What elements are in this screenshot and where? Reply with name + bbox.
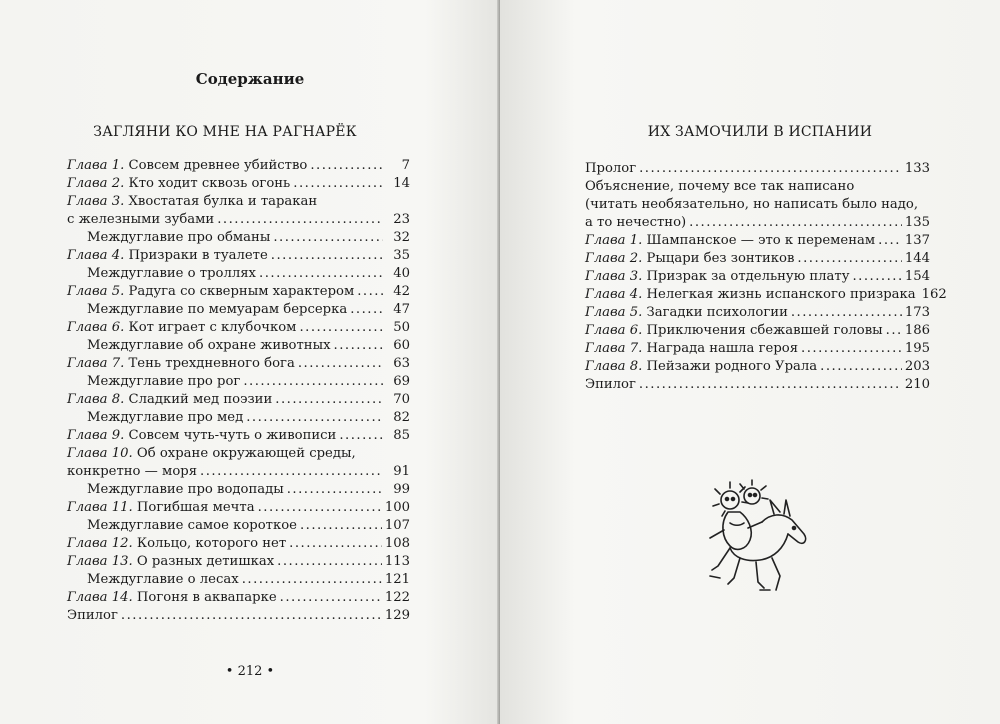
toc-entry[interactable] — [67, 391, 410, 409]
toc-entry-line — [585, 196, 930, 214]
chapter-label: Глава 13. — [67, 554, 133, 569]
toc-entry-title: Эпилог — [67, 608, 118, 623]
toc-page-number: 122 — [384, 590, 410, 605]
toc-entry-line — [585, 178, 930, 196]
dot-leader — [300, 517, 382, 535]
toc-entry[interactable] — [67, 355, 410, 373]
chapter-label: Глава 4. — [67, 248, 125, 263]
toc-entry-title: Приключения сбежавшей головы — [646, 323, 883, 338]
toc-entry-line — [67, 445, 410, 463]
toc-page-number: 35 — [393, 248, 410, 263]
dot-leader — [357, 283, 383, 301]
dot-leader — [791, 304, 902, 322]
toc-page-number: 186 — [904, 323, 930, 338]
dot-leader — [243, 373, 383, 391]
toc-entry[interactable] — [67, 157, 410, 175]
dot-leader — [293, 175, 383, 193]
dot-leader — [298, 355, 383, 373]
toc-entry[interactable] — [585, 286, 947, 304]
dot-leader — [121, 607, 382, 625]
toc-page-number: 210 — [904, 377, 930, 392]
toc-entry-title: Междуглавие по мемуарам берсерка — [87, 302, 348, 317]
toc-entry-title: Шампанское — это к переменам — [646, 233, 876, 248]
toc-entry[interactable] — [67, 373, 410, 391]
chapter-label: Глава 9. — [67, 428, 125, 443]
toc-entry[interactable] — [585, 322, 930, 340]
chapter-label: Глава 3. — [585, 269, 643, 284]
toc-entry-title: Междуглавие про водопады — [87, 482, 284, 497]
dot-leader — [852, 268, 901, 286]
section-title-spain: ИХ ЗАМОЧИЛИ В ИСПАНИИ — [647, 124, 873, 140]
dot-leader — [878, 232, 902, 250]
toc-page-number: 121 — [384, 572, 410, 587]
toc-entry[interactable] — [585, 214, 930, 232]
chapter-label: Глава 6. — [67, 320, 125, 335]
page-number: • 212 • — [225, 664, 275, 679]
chapter-label: Глава 6. — [585, 323, 643, 338]
toc-entry[interactable] — [67, 535, 410, 553]
toc-entry[interactable] — [67, 499, 410, 517]
dot-leader — [275, 391, 383, 409]
toc-page-number: 173 — [904, 305, 930, 320]
toc-entry-title: Междуглавие про рог — [87, 374, 241, 389]
toc-entry-title: Призрак за отдельную плату — [646, 269, 850, 284]
toc-entry[interactable] — [67, 319, 410, 337]
toc-entry[interactable] — [67, 517, 410, 535]
dot-leader — [886, 322, 902, 340]
dot-leader — [271, 247, 383, 265]
toc-entry-title: Междуглавие про мед — [87, 410, 244, 425]
toc-entry[interactable] — [67, 409, 410, 427]
contents-heading: Содержание — [195, 70, 305, 88]
dot-leader — [258, 499, 382, 517]
knight-donkey-illustration — [700, 478, 830, 608]
toc-entry[interactable] — [585, 160, 930, 178]
toc-entry[interactable] — [585, 304, 930, 322]
toc-entry[interactable] — [67, 553, 410, 571]
toc-page-number: 133 — [904, 161, 930, 176]
toc-entry[interactable] — [585, 250, 930, 268]
toc-page-number: 154 — [904, 269, 930, 284]
toc-entry[interactable] — [585, 376, 930, 394]
toc-entry-text: Хвостатая булка и таракан — [128, 194, 318, 209]
chapter-label: Глава 2. — [67, 176, 125, 191]
toc-entry[interactable] — [67, 607, 410, 625]
toc-entry-title: Тень трехдневного бога — [128, 356, 295, 371]
toc-entry-title: Междуглавие про обманы — [87, 230, 271, 245]
toc-entry-title: Кот играет с клубочком — [128, 320, 297, 335]
chapter-label: Глава 8. — [585, 359, 643, 374]
toc-page-number: 85 — [393, 428, 410, 443]
toc-page-number: 70 — [393, 392, 410, 407]
toc-page-number: 195 — [904, 341, 930, 356]
toc-entry-title: Кто ходит сквозь огонь — [128, 176, 291, 191]
toc-entry-title: с железными зубами — [67, 212, 215, 227]
chapter-label: Глава 7. — [67, 356, 125, 371]
toc-entry[interactable] — [67, 589, 410, 607]
toc-entry-text: Об охране окружающей среды, — [136, 446, 356, 461]
chapter-label: Глава 5. — [67, 284, 125, 299]
toc-entry-title: а то нечестно) — [585, 215, 687, 230]
toc-entry-text: Объяснение, почему все так написано — [585, 179, 855, 194]
chapter-label: Глава 11. — [67, 500, 133, 515]
dot-leader — [289, 535, 382, 553]
toc-entry-title: Погибшая мечта — [136, 500, 255, 515]
dot-leader — [217, 211, 383, 229]
toc-entry[interactable] — [585, 358, 930, 376]
dot-leader — [639, 160, 902, 178]
chapter-label: Глава 14. — [67, 590, 133, 605]
chapter-label: Глава 3. — [67, 194, 125, 209]
right-toc-list — [585, 160, 947, 394]
toc-entry-title: Междуглавие об охране животных — [87, 338, 331, 353]
toc-page-number: 108 — [384, 536, 410, 551]
toc-entry-title: Награда нашла героя — [646, 341, 799, 356]
toc-entry-title: Междуглавие о лесах — [87, 572, 239, 587]
toc-page-number: 113 — [384, 554, 410, 569]
toc-page-number: 107 — [384, 518, 410, 533]
toc-page-number: 42 — [393, 284, 410, 299]
toc-page-number: 50 — [393, 320, 410, 335]
toc-entry[interactable] — [67, 301, 410, 319]
chapter-label: Глава 12. — [67, 536, 133, 551]
chapter-label: Глава 4. — [585, 287, 643, 302]
toc-entry[interactable] — [67, 481, 410, 499]
dot-leader — [689, 214, 902, 232]
dot-leader — [246, 409, 383, 427]
toc-page-number: 99 — [393, 482, 410, 497]
toc-entry-title: Радуга со скверным характером — [128, 284, 355, 299]
chapter-label: Глава 1. — [67, 158, 125, 173]
toc-page-number: 100 — [384, 500, 410, 515]
toc-entry[interactable] — [67, 571, 410, 589]
dot-leader — [820, 358, 902, 376]
toc-entry[interactable] — [67, 427, 410, 445]
dot-leader — [242, 571, 382, 589]
chapter-label: Глава 8. — [67, 392, 125, 407]
toc-entry[interactable] — [585, 232, 930, 250]
toc-page-number: 69 — [393, 374, 410, 389]
toc-entry-title: Нелегкая жизнь испанского призрака — [646, 287, 916, 302]
toc-entry-title: О разных детишках — [136, 554, 275, 569]
toc-entry-title: Кольцо, которого нет — [136, 536, 287, 551]
dot-leader — [200, 463, 383, 481]
toc-entry-title: Пролог — [585, 161, 637, 176]
toc-entry[interactable] — [67, 175, 410, 193]
dot-leader — [277, 553, 382, 571]
dot-leader — [310, 157, 383, 175]
section-title-ragnarok: ЗАГЛЯНИ КО МНЕ НА РАГНАРЁК — [93, 124, 357, 140]
dot-leader — [280, 589, 382, 607]
toc-page-number: 47 — [393, 302, 410, 317]
toc-page-number: 137 — [904, 233, 930, 248]
toc-page-number: 144 — [904, 251, 930, 266]
toc-page-number: 32 — [393, 230, 410, 245]
toc-page-number: 7 — [401, 158, 410, 173]
dot-leader — [287, 481, 383, 499]
toc-entry[interactable] — [67, 265, 410, 283]
toc-page-number: 203 — [904, 359, 930, 374]
toc-page-number: 129 — [384, 608, 410, 623]
toc-page-number: 82 — [393, 410, 410, 425]
dot-leader — [639, 376, 902, 394]
toc-page-number: 162 — [921, 287, 947, 302]
toc-entry[interactable] — [67, 283, 410, 301]
toc-entry-title: конкретно — моря — [67, 464, 198, 479]
toc-entry[interactable] — [67, 463, 410, 481]
toc-page-number: 60 — [393, 338, 410, 353]
chapter-label: Глава 1. — [585, 233, 643, 248]
toc-entry-title: Междуглавие самое короткое — [87, 518, 297, 533]
toc-entry[interactable] — [67, 229, 410, 247]
dot-leader — [299, 319, 383, 337]
toc-page-number: 135 — [904, 215, 930, 230]
toc-entry-title: Междуглавие о троллях — [87, 266, 256, 281]
toc-entry[interactable] — [67, 247, 410, 265]
toc-page-number: 40 — [393, 266, 410, 281]
toc-entry[interactable] — [67, 211, 410, 229]
toc-entry-title: Погоня в аквапарке — [136, 590, 277, 605]
toc-page-number: 23 — [393, 212, 410, 227]
dot-leader — [334, 337, 383, 355]
chapter-label: Глава 5. — [585, 305, 643, 320]
toc-page-number: 63 — [393, 356, 410, 371]
toc-page-number: 14 — [393, 176, 410, 191]
toc-entry-title: Эпилог — [585, 377, 636, 392]
toc-entry-title: Сладкий мед поэзии — [128, 392, 273, 407]
toc-entry-title: Пейзажи родного Урала — [646, 359, 818, 374]
dot-leader — [339, 427, 383, 445]
toc-entry[interactable] — [67, 337, 410, 355]
dot-leader — [801, 340, 902, 358]
dot-leader — [350, 301, 383, 319]
toc-entry-line — [67, 193, 410, 211]
toc-entry-title: Рыцари без зонтиков — [646, 251, 795, 266]
toc-entry-title: Совсем чуть-чуть о живописи — [128, 428, 337, 443]
dot-leader — [273, 229, 383, 247]
toc-page-number: 91 — [393, 464, 410, 479]
chapter-label: Глава 10. — [67, 446, 133, 461]
toc-entry-title: Призраки в туалете — [128, 248, 268, 263]
toc-entry[interactable] — [585, 268, 930, 286]
toc-entry-text: (читать необязательно, но написать было надо, — [585, 197, 919, 212]
toc-entry[interactable] — [585, 340, 930, 358]
chapter-label: Глава 7. — [585, 341, 643, 356]
dot-leader — [259, 265, 383, 283]
toc-entry-title: Загадки психологии — [646, 305, 788, 320]
chapter-label: Глава 2. — [585, 251, 643, 266]
toc-entry-title: Совсем древнее убийство — [128, 158, 308, 173]
dot-leader — [797, 250, 901, 268]
left-toc-list — [67, 157, 410, 625]
